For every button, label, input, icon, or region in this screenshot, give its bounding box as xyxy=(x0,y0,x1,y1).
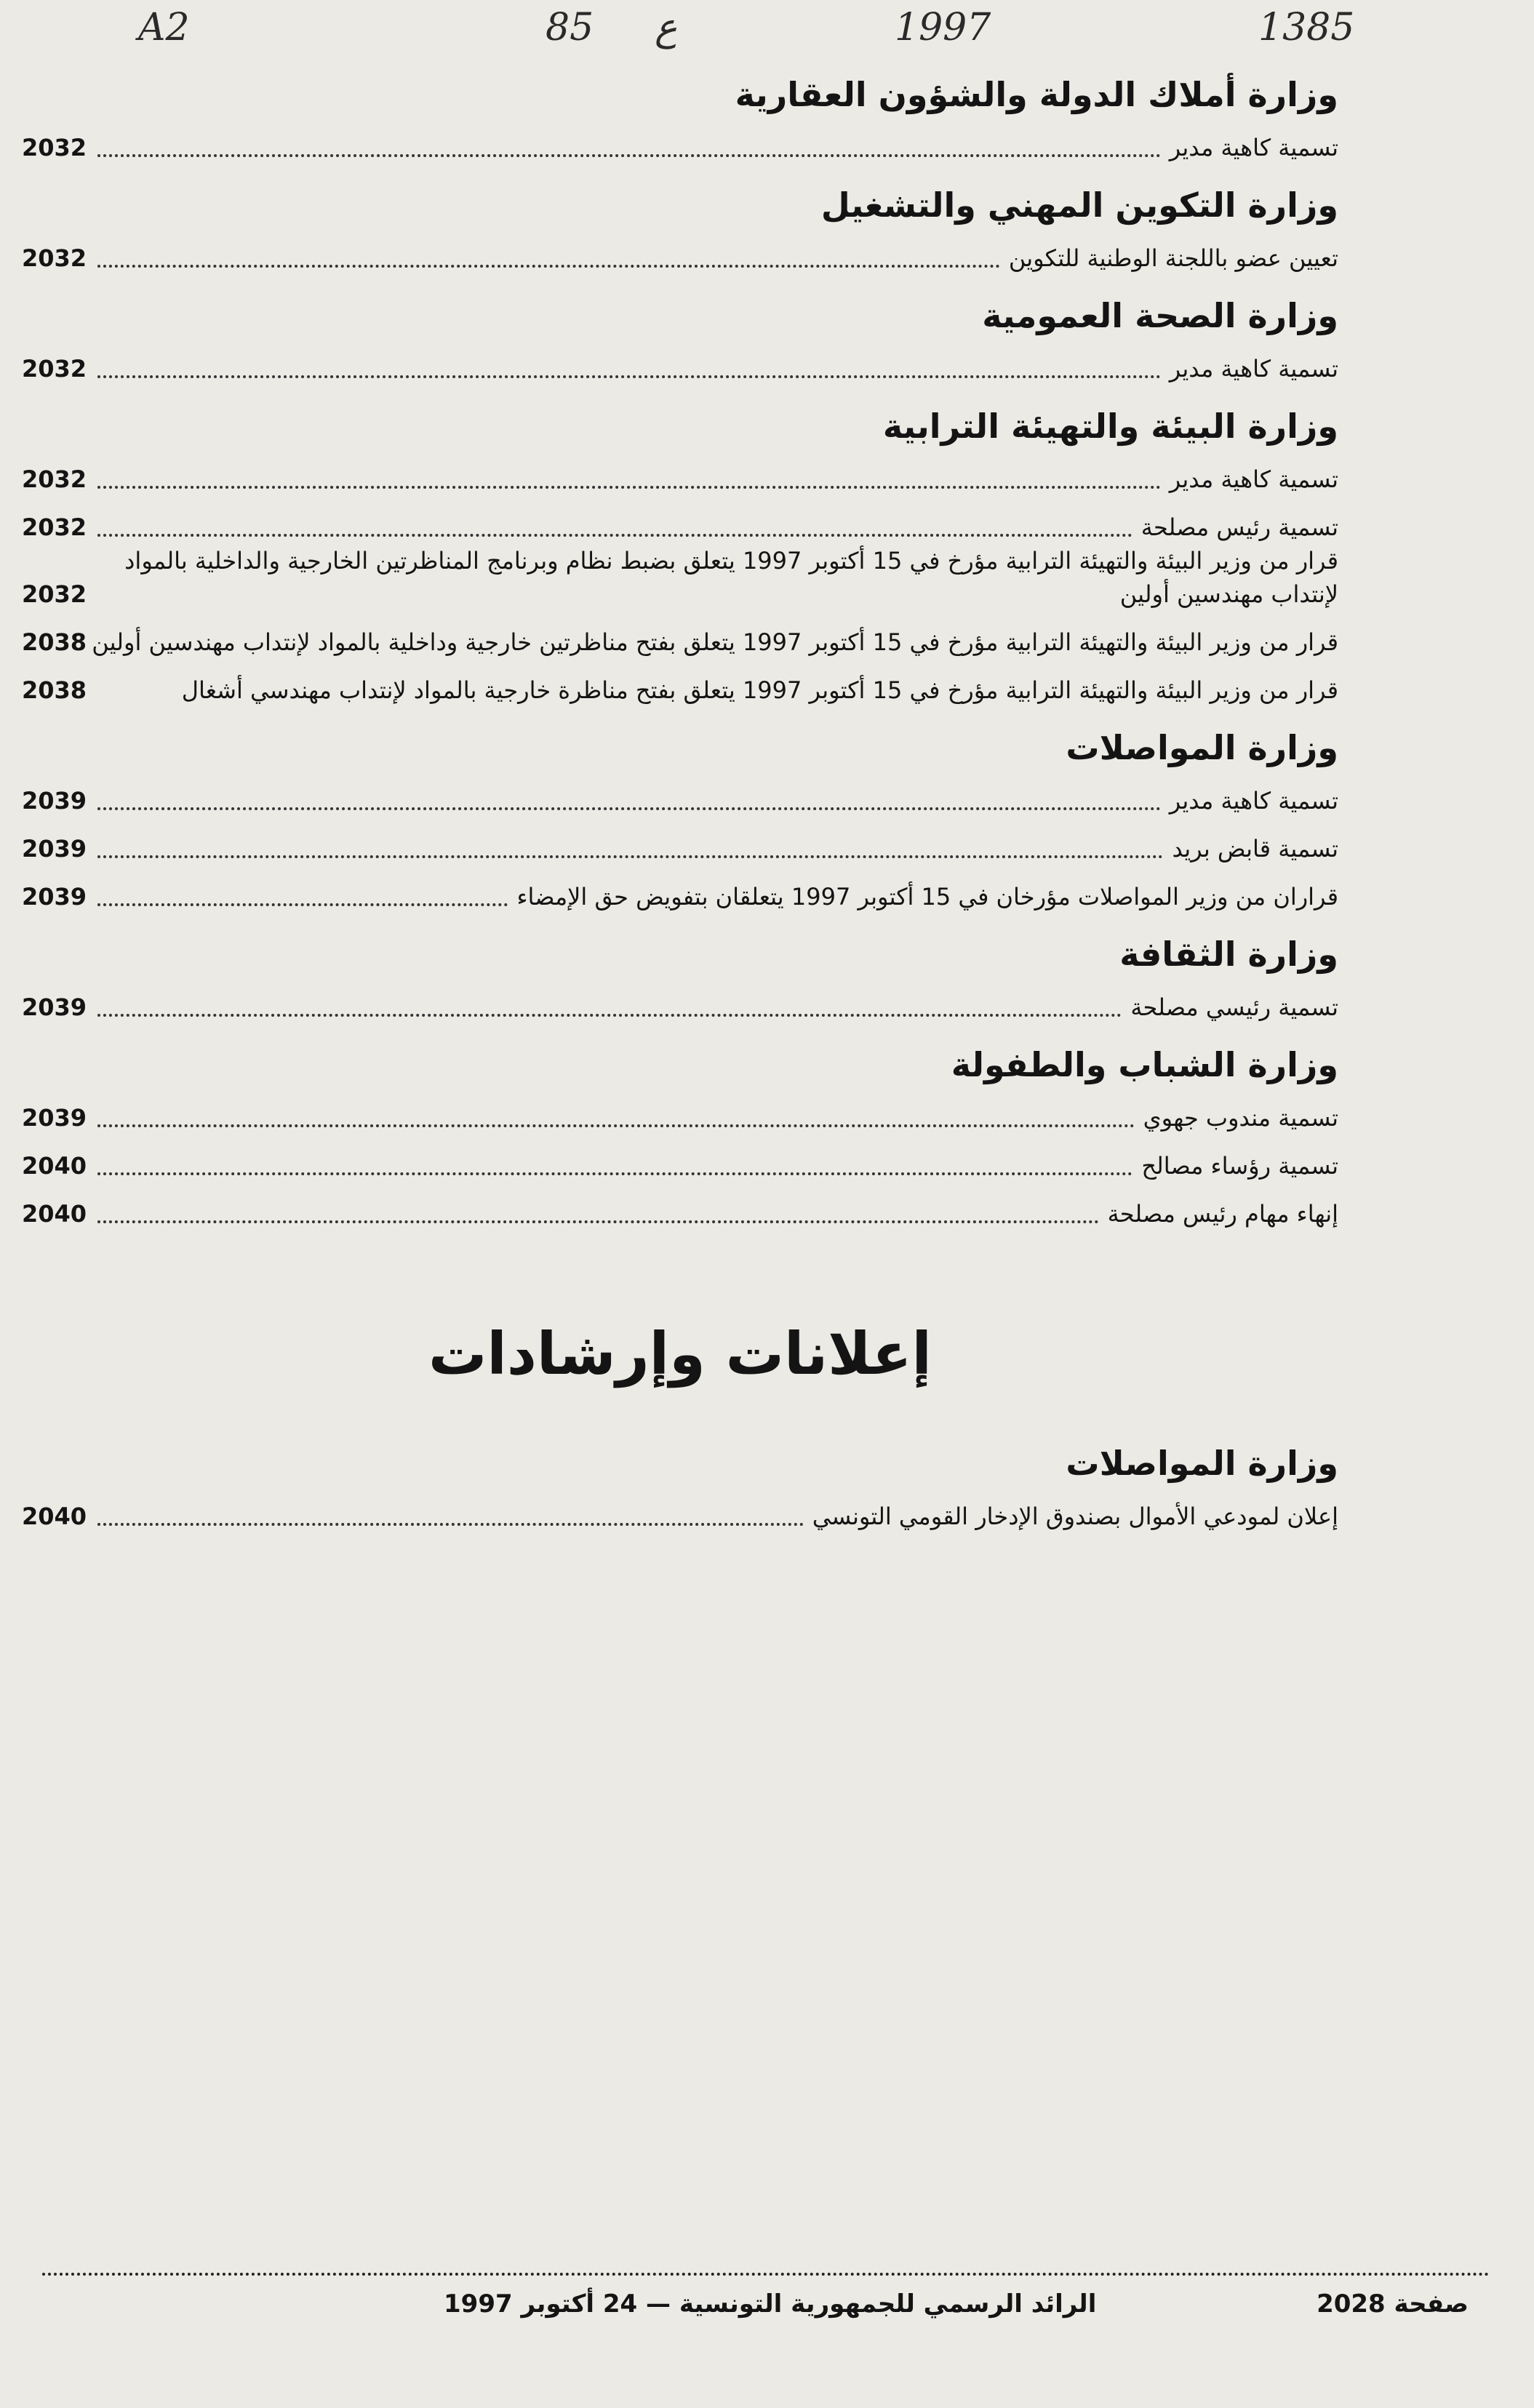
entry-text: إنهاء مهام رئيس مصلحة xyxy=(1107,1200,1338,1228)
table-of-contents xyxy=(22,73,1338,1552)
section-communications xyxy=(22,726,1338,913)
toc-entry[interactable] xyxy=(22,1135,1338,1183)
entry-page-number: 2032 xyxy=(22,513,87,541)
section-culture xyxy=(22,932,1338,1024)
dot-leader xyxy=(97,144,1161,157)
entry-text: قرار من وزير البيئة والتهيئة الترابية مؤرخ في 15 أكتوبر 1997 يتعلق بضبط نظام وبرنامج المناظرتين الخارجية والداخلية بالمواد لإنتداب مهندسين أولين xyxy=(124,547,1338,608)
toc-entry[interactable] xyxy=(22,817,1338,865)
section-heading: وزارة أملاك الدولة والشؤون العقارية xyxy=(735,75,1338,114)
entry-page-number: 2038 xyxy=(22,676,87,704)
entry-text: قرار من وزير البيئة والتهيئة الترابية مؤرخ في 15 أكتوبر 1997 يتعلق بفتح مناظرتين خارجية وداخلية بالمواد لإنتداب مهندسين أولين xyxy=(92,628,1338,656)
section-vocational-training xyxy=(22,183,1338,275)
entry-text: قرار من وزير البيئة والتهيئة الترابية مؤرخ في 15 أكتوبر 1997 يتعلق بفتح مناظرة خارجية بالمواد لإنتداب مهندسي أشغال xyxy=(181,676,1338,704)
entry-text: تسمية رئيس مصلحة xyxy=(1140,513,1338,541)
section-heading: وزارة البيئة والتهيئة الترابية xyxy=(882,407,1338,446)
entry-text: تسمية كاهية مدير xyxy=(1169,134,1338,161)
toc-entry[interactable] xyxy=(22,337,1338,385)
handwritten-note-year: 1997 xyxy=(895,6,991,49)
handwritten-note-ain: ع xyxy=(655,6,678,49)
entry-page-number: 2032 xyxy=(22,244,87,272)
entry-text: تسمية رئيسي مصلحة xyxy=(1130,993,1338,1021)
toc-entry[interactable] xyxy=(22,611,1338,659)
dot-leader xyxy=(97,1513,804,1526)
toc-entry[interactable] xyxy=(22,544,1338,611)
toc-entry[interactable] xyxy=(22,659,1338,707)
entry-text: تسمية مندوب جهوي xyxy=(1143,1104,1338,1132)
toc-entry[interactable] xyxy=(22,769,1338,817)
handwritten-note-ref: 1385 xyxy=(1258,6,1355,49)
toc-entry[interactable] xyxy=(22,1087,1338,1135)
page-footer xyxy=(0,2289,1534,2333)
entry-page-number: 2040 xyxy=(22,1503,87,1530)
dot-leader xyxy=(97,524,1132,537)
entry-page-number: 2039 xyxy=(22,787,87,815)
dot-leader xyxy=(97,1004,1122,1017)
entry-text: تسمية رؤساء مصالح xyxy=(1141,1152,1338,1180)
toc-entry[interactable] xyxy=(22,1183,1338,1231)
entry-page-number: 2032 xyxy=(22,355,87,383)
dot-leader xyxy=(97,1210,1099,1223)
announcements-title: إعلانات وإرشادات xyxy=(428,1320,932,1388)
toc-entry[interactable] xyxy=(22,1485,1338,1533)
footer-divider xyxy=(42,2273,1490,2276)
section-youth-childhood xyxy=(22,1043,1338,1231)
entry-text: قراران من وزير المواصلات مؤرخان في 15 أكتوبر 1997 يتعلقان بتفويض حق الإمضاء xyxy=(516,883,1338,911)
entry-text: تسمية كاهية مدير xyxy=(1169,355,1338,383)
entry-page-number: 2039 xyxy=(22,993,87,1021)
entry-text: تسمية كاهية مدير xyxy=(1169,787,1338,815)
section-public-health xyxy=(22,294,1338,385)
entry-page-number: 2039 xyxy=(22,835,87,863)
section-heading: وزارة المواصلات xyxy=(1066,1444,1338,1483)
toc-entry[interactable] xyxy=(22,865,1338,913)
entry-page-number: 2040 xyxy=(22,1200,87,1228)
section-heading: وزارة الصحة العمومية xyxy=(982,296,1338,335)
toc-entry[interactable] xyxy=(22,116,1338,164)
entry-text: إعلان لمودعي الأموال بصندوق الإدخار القومي التونسي xyxy=(812,1503,1338,1530)
dot-leader xyxy=(97,476,1161,489)
handwritten-note-a2: A2 xyxy=(138,6,190,49)
section-heading: وزارة التكوين المهني والتشغيل xyxy=(820,185,1338,225)
dot-leader xyxy=(97,255,1000,268)
toc-entry[interactable] xyxy=(22,496,1338,544)
entry-page-number: 2040 xyxy=(22,1152,87,1180)
toc-entry[interactable] xyxy=(22,227,1338,275)
entry-text: تسمية قابض بريد xyxy=(1172,835,1338,863)
entry-page-number: 2032 xyxy=(22,134,87,161)
entry-text: تسمية كاهية مدير xyxy=(1169,465,1338,493)
entry-page-number: 2039 xyxy=(22,883,87,911)
entry-page-number: 2032 xyxy=(22,465,87,493)
section-heading: وزارة الثقافة xyxy=(1119,935,1338,974)
section-state-property xyxy=(22,73,1338,164)
footer-page-label: صفحة 2028 xyxy=(1317,2289,1469,2319)
dot-leader xyxy=(97,1114,1135,1127)
entry-page-number: 2032 xyxy=(22,580,87,608)
dot-leader xyxy=(97,1162,1132,1175)
announcement-section-communications xyxy=(22,1441,1338,1533)
entry-page-number: 2039 xyxy=(22,1104,87,1132)
toc-entry[interactable] xyxy=(22,448,1338,496)
section-heading: وزارة الشباب والطفولة xyxy=(951,1045,1338,1084)
section-environment xyxy=(22,404,1338,707)
footer-publication: الرائد الرسمي للجمهورية التونسية — 24 أكتوبر 1997 xyxy=(444,2289,1097,2319)
toc-entry[interactable] xyxy=(22,976,1338,1024)
dot-leader xyxy=(97,797,1161,810)
handwritten-note-85: 85 xyxy=(546,6,594,49)
dot-leader xyxy=(97,893,508,906)
section-heading: وزارة المواصلات xyxy=(1066,728,1338,767)
dot-leader xyxy=(97,365,1161,378)
dot-leader xyxy=(97,845,1163,858)
entry-page-number: 2038 xyxy=(22,628,87,656)
entry-text: تعيين عضو باللجنة الوطنية للتكوين xyxy=(1008,244,1338,272)
